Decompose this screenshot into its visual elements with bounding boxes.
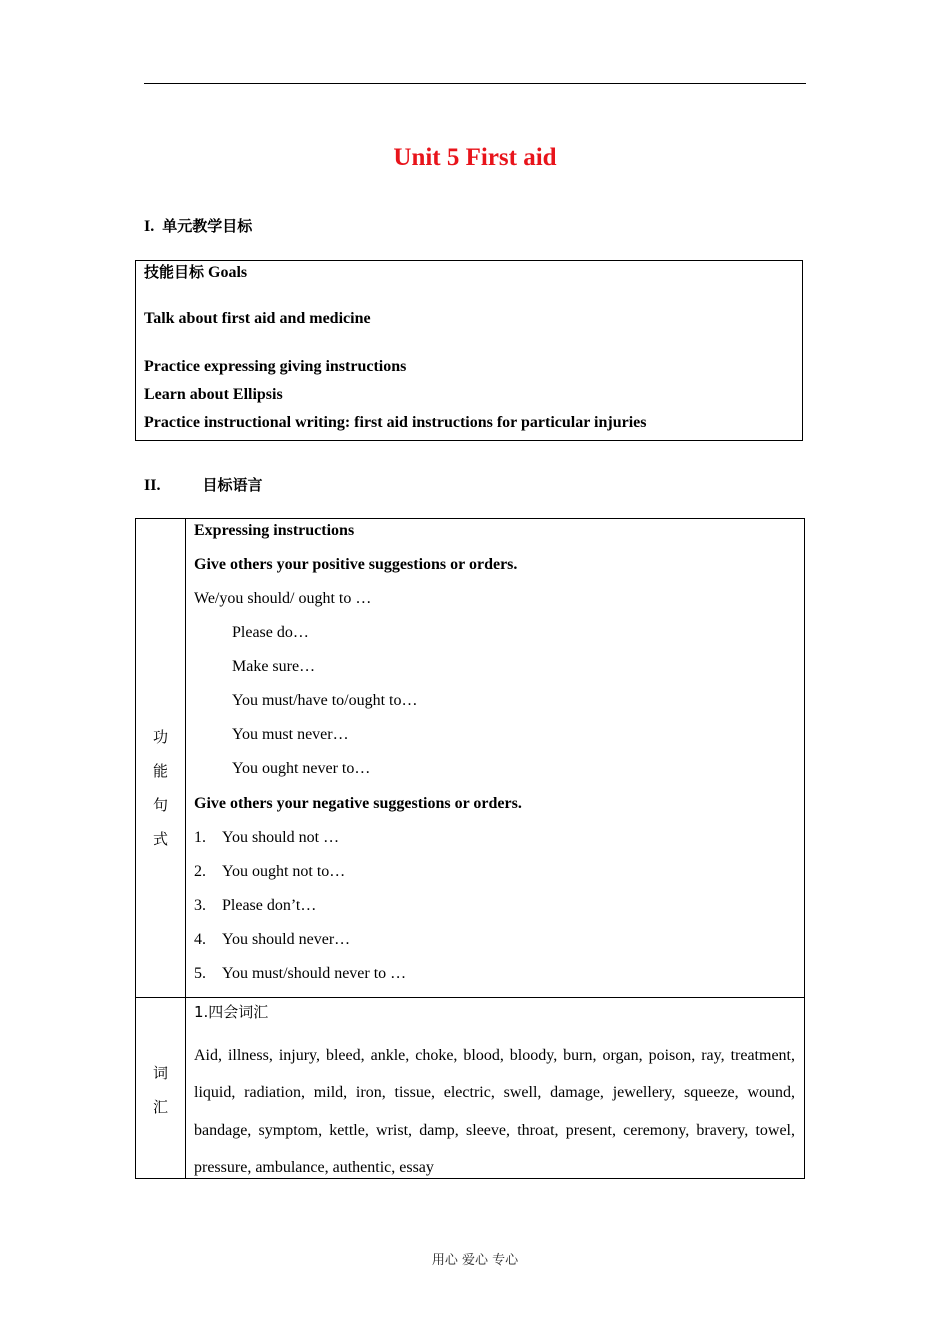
item-number: 4. [194,931,206,948]
positive-item: Make sure… [232,658,316,675]
item-number: 3. [194,897,206,914]
negative-item [194,829,339,847]
vocabulary-heading [194,1001,268,1022]
goals-heading-zh: 技能目标 [144,263,205,281]
goal-item: Talk about first aid and medicine [144,310,371,327]
label-char: 功 [152,728,168,746]
goal-item: Practice expressing giving instructions [144,358,407,375]
negative-item [194,965,406,983]
label-char: 词 [152,1064,168,1082]
page-title: Unit 5 First aid [393,144,557,171]
label-char: 能 [152,762,168,780]
item-text: You should never… [222,931,351,948]
goal-item: Learn about Ellipsis [144,386,283,403]
goals-heading [144,261,247,282]
label-char: 汇 [152,1098,168,1116]
section-label: 单元教学目标 [162,217,253,235]
item-text: You must/should never to … [222,965,407,982]
positive-item: You ought never to… [232,760,371,777]
item-text: Please don’t… [222,897,317,914]
target-language-table [135,518,805,1179]
item-number: 2. [194,863,206,880]
functions-heading: Expressing instructions [194,522,355,539]
vocabulary-words: Aid, illness, injury, bleed, ankle, choke, blood, bloody, burn, organ, poison, ray, treatment, liquid, radiation, mild, iron, tissue, electric, swell, damage, jewellery, squeeze, wound, bandage, symptom, kettle, wrist, damp, sleeve, throat, present, ceremony, bravery, towel, pressure, ambulance, authentic, essay [194,1047,795,1176]
positive-item: You must/have to/ought to… [232,692,418,709]
section-number: II. [144,477,161,494]
item-number: 1. [194,829,206,846]
positive-item: Please do… [232,624,309,641]
negative-heading: Give others your negative suggestions or orders. [194,795,522,812]
section-heading-target-language [144,474,262,495]
section-label: 目标语言 [202,476,263,494]
item-number: 5. [194,965,206,982]
negative-item [194,931,350,949]
goal-item: Practice instructional writing: first aid instructions for particular injuries [144,414,647,431]
positive-lead: We/you should/ ought to … [194,590,372,607]
item-text: You ought not to… [222,863,346,880]
page-footer: 用心 爱心 专心 [431,1253,519,1268]
positive-heading: Give others your positive suggestions or orders. [194,556,518,573]
column-divider [185,519,186,1178]
section-number: I. [144,218,155,235]
vocabulary-label [136,1056,185,1124]
negative-item [194,863,345,881]
section-heading-objectives [144,215,252,236]
vocabulary-heading-text: 1.四会词汇 [194,1003,269,1021]
row-divider [136,997,804,998]
positive-item: You must never… [232,726,349,743]
negative-item [194,897,316,915]
functions-label [136,720,185,856]
item-text: You should not … [222,829,340,846]
header-rule [144,83,806,84]
goals-box [135,260,803,441]
label-char: 式 [152,830,168,848]
label-char: 句 [152,796,168,814]
goals-heading-en: Goals [208,264,248,281]
